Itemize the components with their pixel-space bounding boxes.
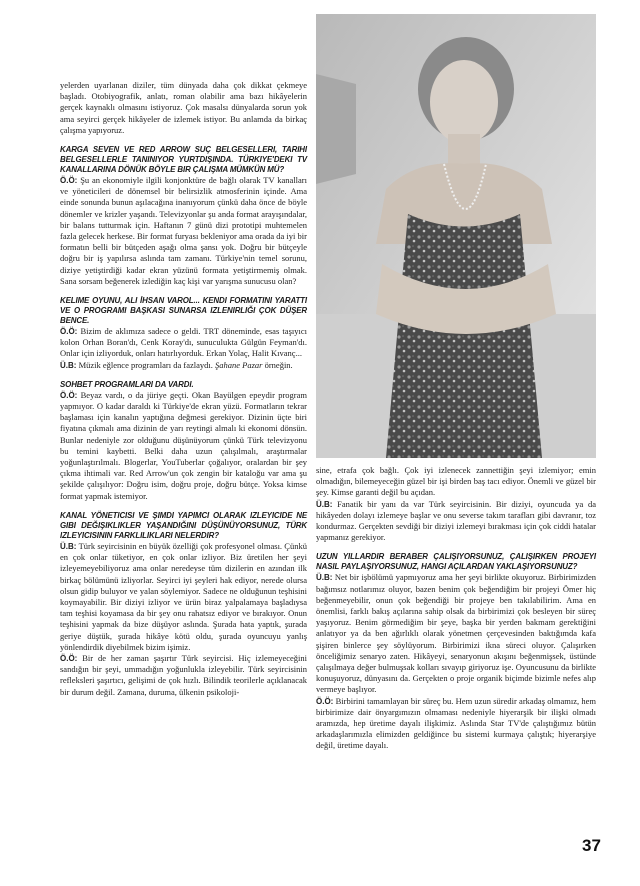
answer-4b — [60, 653, 307, 698]
speaker-label: Ö.Ö: — [60, 653, 78, 663]
question-4: KANAL YÖNETICISI VE ŞIMDI YAPIMCI OLARAK IZLEYICIDE NE GIBI DEĞIŞIKLIKLER YAŞANDIĞINI DÜŞÜNÜYORSUNUZ, TÜRK IZLEYICISININ FARKLILIKLARI NELERDIR? — [60, 510, 307, 540]
intro-paragraph: yelerden uyarlanan diziler, tüm dünyada daha çok dikkat çekmeye başladı. Otobiyografik, anlatı, roman olabilir ama bazı hikâyelerin gerçek kaynaklı olmasını istiyoruz. Çok masalsı dünyalarda sorun yok ama seyirci gerçek hikâyeler de izlemek istiyor. Bu anlamda da birkaç çalışma yapıyoruz. — [60, 80, 307, 135]
speaker-label: Ü.B: — [60, 541, 77, 551]
answer-text: Müzik eğlence programları da fazlaydı. — [78, 359, 213, 370]
answer-1 — [60, 175, 307, 287]
portrait-photo — [316, 14, 596, 458]
answer-4 — [60, 541, 307, 653]
speaker-label: Ö.Ö: — [60, 176, 78, 186]
speaker-label: Ü.B: — [316, 573, 333, 583]
answer-text: Türk seyircisinin en büyük özelliği çok profesyonel olması. Çünkü en çok onlar tüketiyor, en çok onlar izliyor. Biz üretilen her şeyi izleyemeyebiliyoruz ama onlar neredeyse tüm dizilerin en azından ilk birkaç bölümünü izliyorlar. Seyirci iyi şeyleri hak ediyor, nerede olursa olsun gidip buluyor ve yalan söylemiyor. Sadece ne olduğunun teşhisini koymayabilir. Bir diziyi izliyor ve ürün biraz yalpalamaya başladıysa tam teşhisi koyamasa da bir şey onu rahatsız ediyor ve bırakıyor. Onun teşhisini yapmak da bize düşüyor aslında. Şurada hata yaptık, şurada geriye düştük, şurada hikâye kötü oldu, şurada oyuncuyu yanlış yönlendirdik diyebilmek bizim işimiz. — [60, 540, 307, 652]
speaker-label: Ü.B: — [60, 360, 77, 370]
answer-text: Beyaz vardı, o da jüriye geçti. Okan Bayülgen epeydir program yapmıyor. O kadar daraldı ki Türkiye'de ekran yüzü. Formatların tekrar başlaması için kanalın yaptığına değmesi gerekiyor. Dizinin üçte biri fiyatına çıkmalı ama dizinin de yarı reytingi almalı ki ekonomi dönsün. Bunlar nedeniyle zor olduğunu düşünüyorum çünkü Türk televizyonu bu temini kaybetti. Belki daha uzun çalışılmalı, araştırmalar yoğunlaştırılmalı. Blogerlar, YouTuberlar çoğalıyor, oralardan bir şey çıkma ihtimali var. Red Arrow'un çok zengin bir kataloğu var ama şu şekilde çalışılıyor: Doğru isim, doğru proje, doğru bütçe. Yoksa kimse format yapmak istemiyor. — [60, 389, 307, 501]
program-title: Şahane Pazar — [215, 359, 263, 370]
question-1: KARGA SEVEN VE RED ARROW SUÇ BELGESELLERI, TARIHI BELGESELLERLE TANINIYOR YURTDIŞINDA. TÜRKIYE'DEKI TV KANALLARINA DÖNÜK BÖYLE BIR ÇALIŞMA MÜMKÜN MÜ? — [60, 145, 307, 175]
answer-5a — [316, 499, 596, 544]
page-number: 37 — [582, 836, 601, 855]
speaker-label: Ü.B: — [316, 499, 333, 509]
answer-2b — [60, 360, 307, 371]
answer-text: Şu an ekonomiyle ilgili konjonktüre de bağlı olarak TV kanalları ve yöneticileri de dönemsel bir belirsizlik atmosferinin içinde. Ama einde sonunda bunun aşılacağına inanıyorum çünkü daha önce de böyle dönemler ve krizler yaşandı. Televizyonlar şu anda format arayışındalar, bir balans tutturmak için. Haftanın 7 günü dizi prototipi muhtemelen fazla gelecek herkese. Bir format furyası bekleniyor ama orada da iyi bir formatın belli bir bütçeden aşağı olma şansı yok. Doğru bir bütçeyle doğru bir iş yapılırsa aslında tam zamanı. Türkiye'nin temel sorunu, diziye yetiştirdiği kadar ekran yüzünü formata yetiştirmemiş olmak. Sana sorsam beğenerek izlediğin kaç kişi var yarışma sunucusu olan? — [60, 175, 308, 286]
right-column — [316, 465, 596, 752]
question-2: KELIME OYUNU, ALI İHSAN VAROL... KENDI FORMATINI YARATTI VE O PROGRAMI BAŞKASI SUNARSA IZLENIRLIĞI ÇOK DÜŞER BENCE. — [60, 296, 307, 326]
answer-5c — [316, 696, 596, 752]
continued-paragraph: sine, etrafa çok bağlı. Çok iyi izlenecek zannettiğin şeyi izlemiyor; emin olmadığın, bilemeyeceğin güzel bir işi birden baş tacı ediyor. Önemli ve güzel bir şey. Kimse garanti değil bu açıdan. — [316, 465, 596, 498]
answer-2 — [60, 326, 307, 360]
answer-text-end: örneğin. — [264, 359, 293, 370]
answer-text: Fanatik bir yanı da var Türk seyircisinin. Bir diziyi, oyuncuda ya da hikâyeden dolayı izlemeye başlar ve onu severse takım tarafları gibi davranır, toz kondurmaz. Gerçekten sevdiği bir diziyi izlemeyi bırakması için çok ciddi hatalar yapmanız gerekiyor. — [316, 498, 596, 543]
answer-5b — [316, 572, 596, 695]
answer-text: Bizim de aklımıza sadece o geldi. TRT döneminde, esas taşıyıcı kolon Orhan Boran'dı, Cenk Koray'dı, sunuculukta Gülgün Feyman'dı. Onlar için izliyorduk, onları hatırlıyorduk. Erkan Yolaç, Halit Kıvanç... — [60, 326, 307, 359]
answer-3 — [60, 390, 307, 502]
answer-text: Net bir işbölümü yapmıyoruz ama her şeyi birlikte okuyoruz. Birbirimizden bağımsız notlarımız oluyor, bazen benim çok beğendiğim bir projeyi Ömer hiç beğenmeyebilir, onun çok beğendiği bir projeye ben takılabilirim. Ama en önemlisi, farklı bakış açılarına sahip olsak da birbirimizi çok besleyen bir süreç yaşıyoruz. Benim görmediğim bir şeye, başka bir yerden bakmam gerektiğini anlatıyor ya da ben ağırlıklı olarak yönetmen çerçevesinden baktığımda kafa şişiren binlerce şey söylüyorum. Birbirimizi ikna süreci oluyor. Çalışırken önceliğimiz senaryo zaten. Hikâyeyi, senaryonun akışını beğenmişsek, üstünde çalışılmaya değer bulmuşsak kolları sıvayıp giriyoruz işe. Oyuncusunu da birlikte konuşuyoruz, dünyasını da. Gerçekten o proje organik biçimde bizimle nefes alıp vermeye başlıyor. — [316, 572, 597, 695]
left-column — [60, 80, 307, 698]
question-3: SOHBET PROGRAMLARI DA VARDI. — [60, 379, 194, 389]
speaker-label: Ö.Ö: — [60, 390, 78, 400]
question-5: UZUN YILLARDIR BERABER ÇALIŞIYORSUNUZ, ÇALIŞIRKEN PROJEYI NASIL PAYLAŞIYORSUNUZ, HANGI AÇILARDAN YAKLAŞIYORSUNUZ? — [316, 552, 596, 572]
speaker-label: Ö.Ö: — [316, 696, 334, 706]
speaker-label: Ö.Ö: — [60, 327, 78, 337]
answer-text: Bir de her zaman şaşırtır Türk seyircisi. Hiç izlemeyeceğini sandığın bir şeyi, ummadığın yoğunlukla izleyebilir. Türk seyircisinin refleksleri şaşırtıcı, gelişimi de çok hızlı. Bilindik teorilerle açıklanacak bir durum değil. Zamana, duruma, ülkenin psikoloji- — [60, 652, 308, 697]
portrait-illustration — [316, 14, 596, 458]
answer-text: Birbirini tamamlayan bir süreç bu. Hem uzun süredir arkadaş olmamız, hem birbirimize dair önyargımızın olmaması nedeniyle hiyerarşik bir ilişki olmadı aramızda, hep üretime dayalı ilişkimiz. Aslında Star TV'de çalıştığımız bütün arkadaşlarımızla elimizden geldiğince bu sistemi kurmaya çalıştık; hiyerarşiye değil, üretime dayalı. — [316, 695, 597, 751]
